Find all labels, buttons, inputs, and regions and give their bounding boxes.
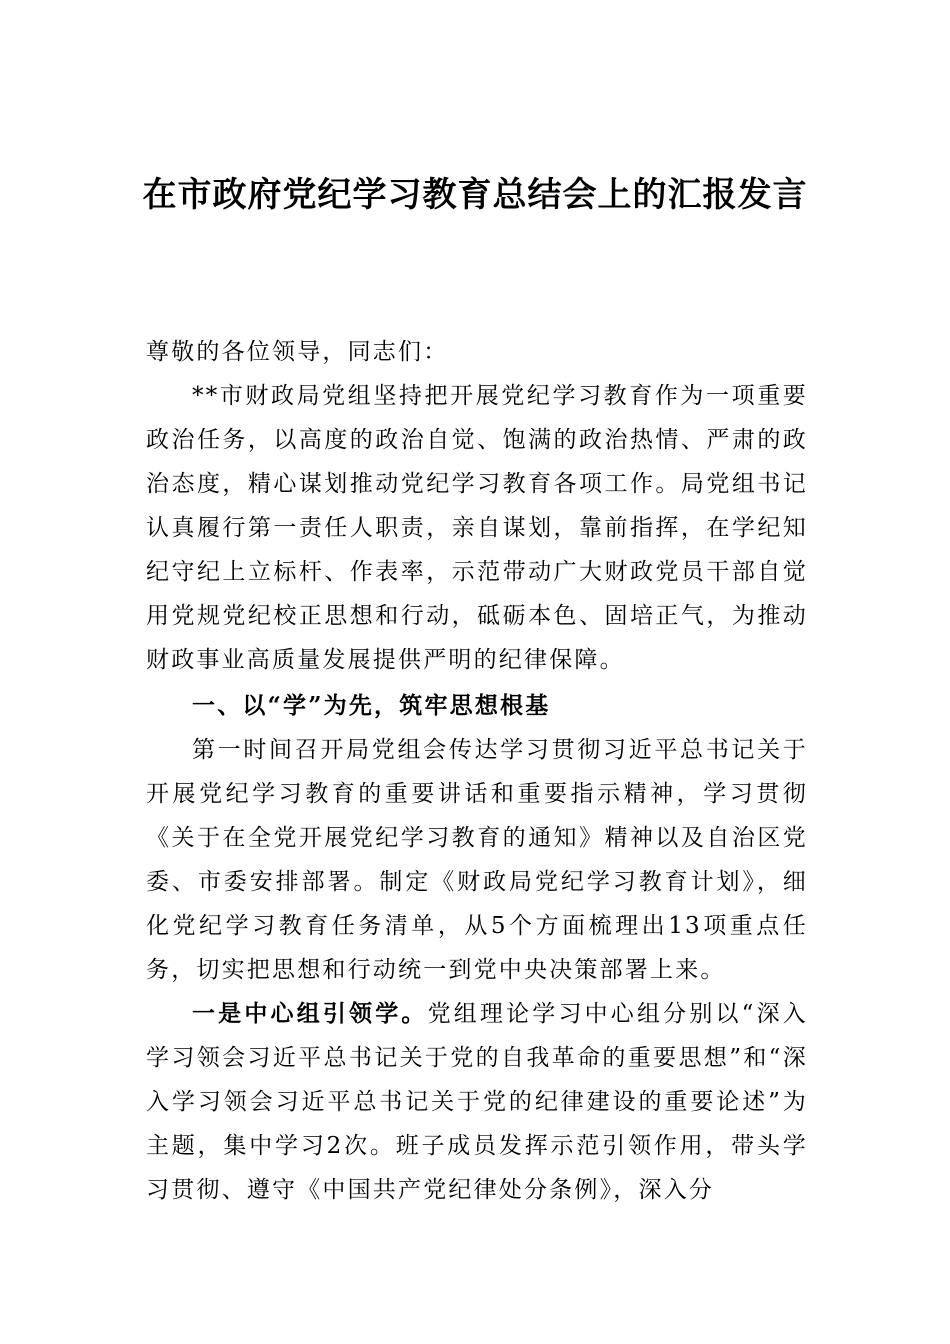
point-1-paragraph [146,992,808,1212]
section-1-paragraph: 第一时间召开局党组会传达学习贯彻习近平总书记关于开展党纪学习教育的重要讲话和重要指示精神，学习贯彻《关于在全党开展党纪学习教育的通知》精神以及自治区党委、市委安排部署。制定《财政局党纪学习教育计划》，细化党纪学习教育任务清单，从5个方面梳理出13项重点任务，切实把思想和行动统一到党中央决策部署上来。 [146,737,808,983]
document-title: 在市政府党纪学习教育总结会上的汇报发言 [142,175,808,215]
point-1-body: 党组理论学习中心组分别以“深入学习领会习近平总书记关于党的自我革命的重要思想”和“深入学习领会习近平总书记关于党的纪律建设的重要论述”为主题，集中学习2次。班子成员发挥示范引领作用，带头学习贯彻、遵守《中国共产党纪律处分条例》，深入分 [146,1001,808,1203]
salutation: 尊敬的各位领导，同志们： [146,339,449,365]
point-1-lead: 一是中心组引领学。 [192,1000,428,1027]
section-heading-1: 一、以“学”为先，筑牢思想根基 [192,692,551,719]
intro-paragraph: **市财政局党组坚持把开展党纪学习教育作为一项重要政治任务，以高度的政治自觉、饱满的政治热情、严肃的政治态度，精心谋划推动党纪学习教育各项工作。局党组书记认真履行第一责任人职责，亲自谋划，靠前指挥，在学纪知纪守纪上立标杆、作表率，示范带动广大财政党员干部自觉用党规党纪校正思想和行动，砥砺本色、固培正气，为推动财政事业高质量发展提供严明的纪律保障。 [146,383,808,673]
document-body [146,330,808,1212]
